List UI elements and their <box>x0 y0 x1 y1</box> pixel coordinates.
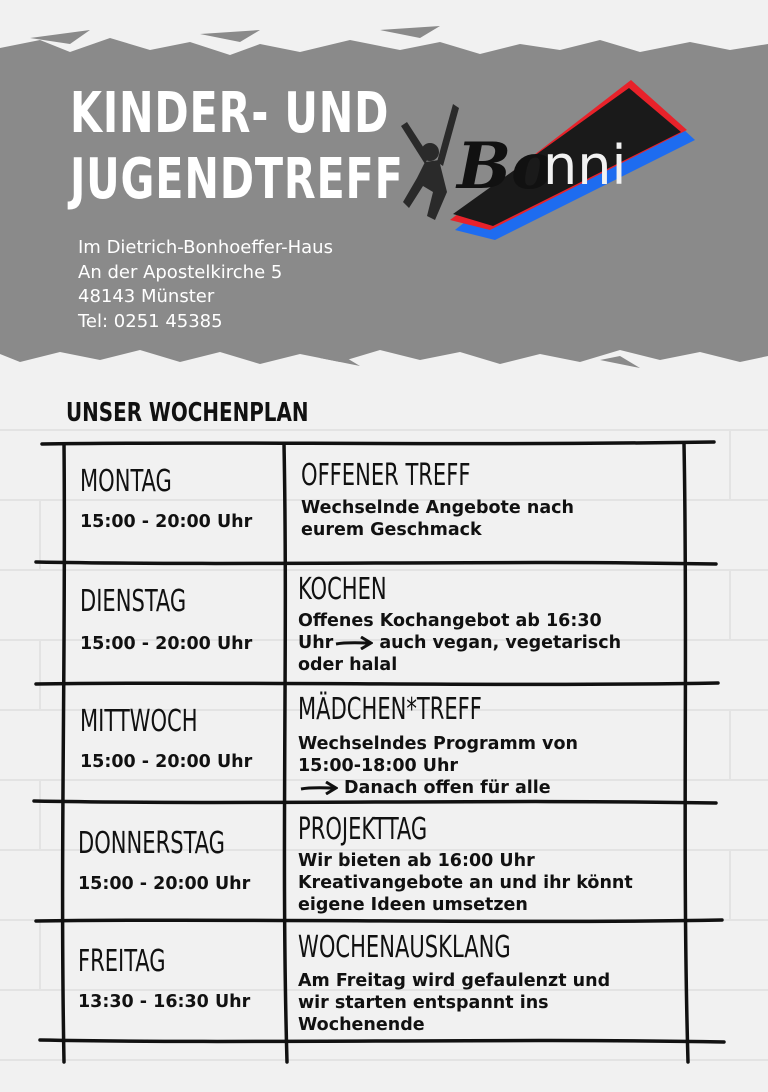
desc-tuesday: Offenes Kochangebot ab 16:30 Uhr auch vegan, vegetarisch oder halal <box>298 611 622 675</box>
time-tuesday: 15:00 - 20:00 Uhr <box>80 634 253 654</box>
address-line: Im Dietrich-Bonhoeffer-Haus <box>78 237 333 258</box>
logo-text-bo: Bo <box>457 129 554 204</box>
day-thursday: DONNERSTAG <box>78 826 225 861</box>
activity-wednesday: MÄDCHEN*TREFF <box>298 692 482 727</box>
desc-monday: Wechselnde Angebote nach eurem Geschmack <box>301 498 574 540</box>
day-tuesday: DIENSTAG <box>80 584 187 619</box>
arrow-icon <box>300 781 338 795</box>
desc-wednesday: Wechselndes Programm von 15:00-18:00 Uhr Danach offen für alle <box>298 734 578 798</box>
time-wednesday: 15:00 - 20:00 Uhr <box>80 752 253 772</box>
activity-tuesday: KOCHEN <box>298 572 387 607</box>
activity-monday: OFFENER TREFF <box>301 458 471 493</box>
logo-text-nni: nni <box>543 134 627 197</box>
day-friday: FREITAG <box>78 944 166 979</box>
activity-friday: WOCHENAUSKLANG <box>298 930 511 965</box>
time-monday: 15:00 - 20:00 Uhr <box>80 512 253 532</box>
desc-friday: Am Freitag wird gefaulenzt und wir starten entspannt ins Wochenende <box>298 971 611 1035</box>
schedule-title: UNSER WOCHENPLAN <box>66 398 309 428</box>
desc-thursday: Wir bieten ab 16:00 Uhr Kreativangebote an und ihr könnt eigene Ideen umsetzen <box>298 851 633 915</box>
address-line: An der Apostelkirche 5 <box>78 261 283 283</box>
activity-thursday: PROJEKTTAG <box>298 812 428 847</box>
day-wednesday: MITTWOCH <box>80 704 198 739</box>
time-thursday: 15:00 - 20:00 Uhr <box>78 874 251 894</box>
title-line-2: JUGENDTREFF <box>70 147 404 212</box>
phone-line: Tel: 0251 45385 <box>78 310 223 332</box>
title-line-1: KINDER- UND <box>70 81 390 146</box>
address-line: 48143 Münster <box>78 286 215 307</box>
arrow-icon <box>335 636 373 650</box>
day-monday: MONTAG <box>80 464 172 499</box>
time-friday: 13:30 - 16:30 Uhr <box>78 992 251 1012</box>
